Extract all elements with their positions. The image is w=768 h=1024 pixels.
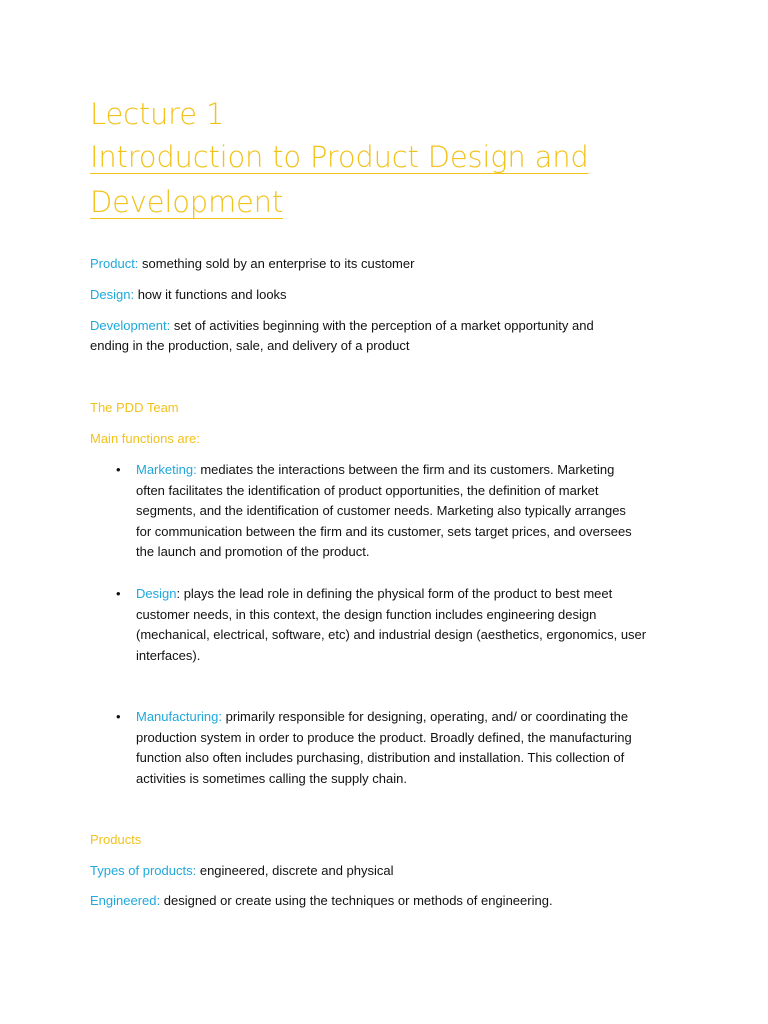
term-design-function: Design [136, 586, 177, 601]
section-subheading-main-functions: Main functions are: [90, 431, 200, 446]
list-item-line: production system in order to produce the product. Broadly defined, the manufacturing [136, 729, 632, 745]
definition-development-text-2: ending in the production, sale, and delivery of a product [90, 338, 410, 353]
definition-types-of-products [90, 861, 394, 881]
term-development: Development: [90, 318, 171, 333]
definition-development-text-1: set of activities beginning with the perception of a market opportunity and [170, 318, 594, 333]
definition-types-text: engineered, discrete and physical [196, 863, 394, 878]
section-heading-pdd-team: The PDD Team [90, 400, 179, 415]
definition-design-text: how it functions and looks [134, 287, 287, 302]
definition-design [90, 285, 287, 305]
definition-development [90, 316, 594, 336]
list-item-manufacturing-text [136, 707, 696, 789]
list-item-line-text: primarily responsible for designing, operating, and/ or coordinating the [222, 709, 629, 724]
list-item-line: customer needs, in this context, the design function includes engineering design [136, 606, 597, 622]
section-heading-products: Products [90, 832, 142, 847]
definition-product-text: something sold by an enterprise to its customer [138, 256, 415, 271]
term-manufacturing: Manufacturing: [136, 709, 222, 724]
term-engineered: Engineered: [90, 893, 161, 908]
list-item-line [136, 707, 696, 728]
list-item-line-text: : plays the lead role in defining the physical form of the product to best meet [176, 586, 613, 601]
bullet-icon: • [116, 462, 121, 477]
list-item-line: activities is sometimes calling the supply chain. [136, 770, 407, 786]
list-item-line: often facilitates the identification of product opportunities, the definition of market [136, 482, 599, 498]
list-item-line [136, 460, 696, 481]
lecture-subtitle-line1: Introduction to Product Design and [90, 140, 589, 174]
term-design: Design: [90, 287, 135, 302]
definition-engineered [90, 891, 553, 911]
bullet-icon: • [116, 709, 121, 724]
list-item-line: (mechanical, electrical, software, etc) and industrial design (aesthetics, ergonomics, user [136, 627, 647, 642]
list-item-line [136, 584, 696, 605]
list-item-line: interfaces). [136, 647, 201, 663]
list-item-line-text: mediates the interactions between the firm and its customers. Marketing [196, 462, 615, 477]
list-item-line: segments, and the identification of customer needs. Marketing also typically arranges [136, 503, 626, 518]
list-item-line: for communication between the firm and its customer, sets target prices, and oversees [136, 523, 632, 539]
lecture-subtitle-line2: Development [90, 185, 284, 219]
definition-engineered-text: designed or create using the techniques or methods of engineering. [160, 893, 553, 908]
list-item-design-text [136, 584, 696, 666]
list-item-marketing-text [136, 460, 696, 563]
bullet-icon: • [116, 586, 121, 601]
list-item-line: the launch and promotion of the product. [136, 544, 370, 559]
term-marketing: Marketing: [136, 462, 197, 477]
term-product: Product: [90, 256, 139, 271]
definition-product [90, 254, 414, 274]
definition-development-continued [90, 336, 409, 356]
term-types-of-products: Types of products: [90, 863, 197, 878]
list-item-line: function also often includes purchasing, distribution and installation. This collection of [136, 750, 625, 765]
lecture-title: Lecture 1 [90, 97, 225, 131]
